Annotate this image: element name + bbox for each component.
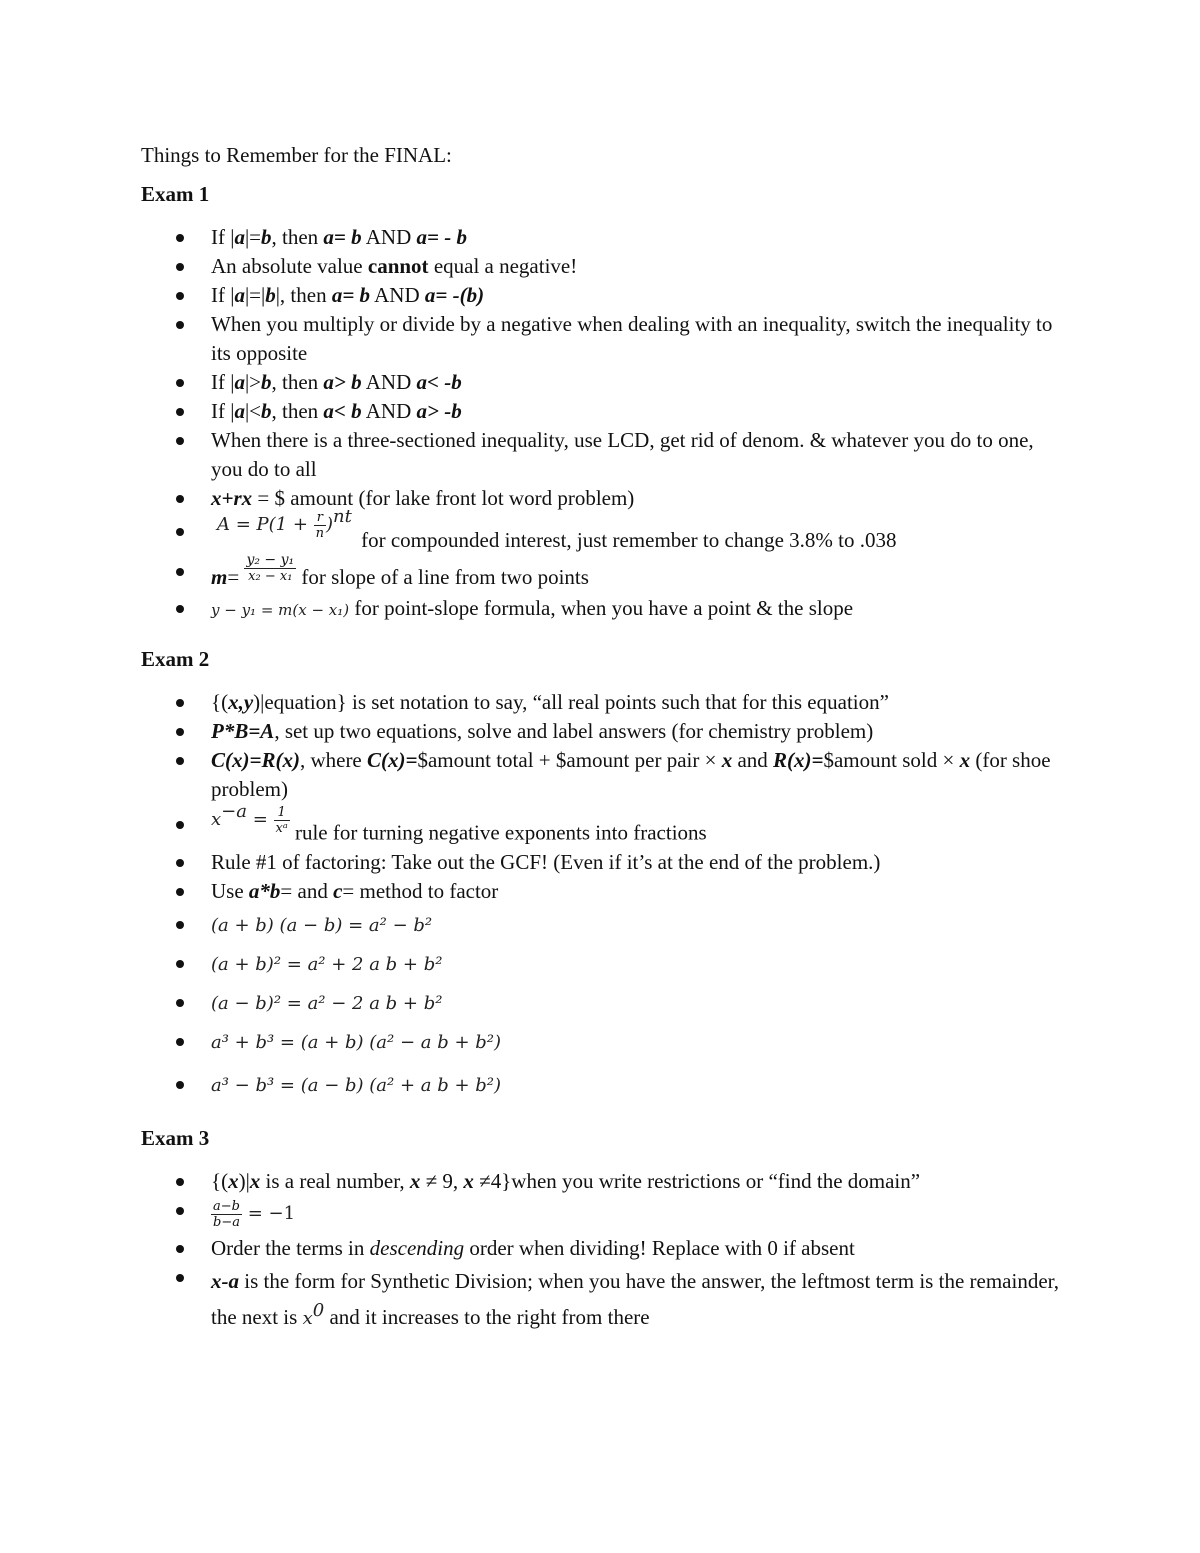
list-item: When you multiply or divide by a negative when dealing with an inequality, switch the inequality to its opposite — [211, 310, 1070, 368]
list-item — [211, 1027, 1070, 1057]
list-item — [211, 988, 1070, 1018]
negative-exponent-formula: $x^{-a}$ = $\frac{1}{\text{xᵃ}}$ — [211, 801, 288, 837]
list-item: C(x)=R(x), where C(x)=$amount total + $amount per pair × x and R(x)=$amount sold × x (for shoe problem) — [211, 746, 1070, 804]
list-item: {(x,y)|equation} is set notation to say, “all real points such that for this equation” — [211, 688, 1070, 717]
difference-of-squares-formula: (a + b) (a − b) = a² − b² — [211, 915, 433, 937]
list-item: An absolute value cannot equal a negative! — [211, 252, 1070, 281]
list-item: When there is a three-sectioned inequality, use LCD, get rid of denom. & whatever you do to one, you do to all — [211, 426, 1070, 484]
exam-1-list — [141, 223, 1070, 625]
list-item: x-a is the form for Synthetic Division; when you have the answer, the leftmost term is the remainder, the next is $x^0$ and it increases to the right from there — [211, 1263, 1070, 1337]
difference-of-cubes-formula: a³ − b³ = (a − b) (a² + a b + b²) — [211, 1075, 502, 1097]
square-of-difference-formula: (a − b)² = a² − 2 a b + b² — [211, 993, 443, 1015]
list-item: If |a|<b, then a< b AND a> -b — [211, 397, 1070, 426]
list-item: y − y₁ = m(x − x₁) for point-slope formula, when you have a point & the slope — [211, 594, 1070, 625]
list-item — [211, 910, 1070, 940]
list-item: m= $\frac{\text{y₂ − y₁}}{\text{x₂ − x₁}}$ for slope of a line from two points — [211, 557, 1070, 595]
page-title: Things to Remember for the FINAL: — [141, 143, 452, 167]
list-item: {(x)|x is a real number, x ≠ 9, x ≠4}when you write restrictions or “find the domain” — [211, 1167, 1070, 1196]
list-item: $x^{-a}$ = $\frac{1}{\text{xᵃ}}$ rule for turning negative exponents into fractions — [211, 810, 1070, 848]
list-item: Use a*b= and c= method to factor — [211, 877, 1070, 906]
list-item: Rule #1 of factoring: Take out the GCF! (Even if it’s at the end of the problem.) — [211, 848, 1070, 877]
negative-one-formula: $\frac{a-b}{b-a}$ = −1 — [213, 1198, 296, 1230]
list-item — [211, 1070, 1070, 1100]
exam-2-heading: Exam 2 — [141, 647, 210, 672]
list-item: Order the terms in descending order when dividing! Replace with 0 if absent — [211, 1234, 1070, 1263]
exam-2-list — [141, 688, 1070, 1100]
list-item: If |a|=|b|, then a= b AND a= -(b) — [211, 281, 1070, 310]
point-slope-formula: y − y₁ = m(x − x₁) — [211, 601, 350, 620]
exam-3-list — [141, 1167, 1070, 1337]
compound-interest-formula: A = P(1 + $\frac{r}{n}$ )$^{nt}$ — [217, 506, 352, 541]
exam-1-heading: Exam 1 — [141, 182, 210, 206]
list-item: If |a|>b, then a> b AND a< -b — [211, 368, 1070, 397]
list-item: P*B=A, set up two equations, solve and label answers (for chemistry problem) — [211, 717, 1070, 746]
list-item: If |a|=b, then a= b AND a= - b — [211, 223, 1070, 252]
list-item — [211, 949, 1070, 979]
slope-fraction: $\frac{\text{y₂ − y₁}}{\text{x₂ − x₁}}$ — [246, 552, 295, 585]
list-item: A = P(1 + $\frac{r}{n}$ )$^{nt}$ for compounded interest, just remember to change 3.8% to .038 — [211, 517, 1070, 555]
list-item: x+rx = $ amount (for lake front lot word problem) — [211, 484, 1070, 513]
exam-3-heading: Exam 3 — [141, 1126, 210, 1151]
list-item — [211, 1196, 1070, 1234]
sum-of-cubes-formula: a³ + b³ = (a + b) (a² − a b + b²) — [211, 1032, 502, 1054]
square-of-sum-formula: (a + b)² = a² + 2 a b + b² — [211, 954, 443, 976]
